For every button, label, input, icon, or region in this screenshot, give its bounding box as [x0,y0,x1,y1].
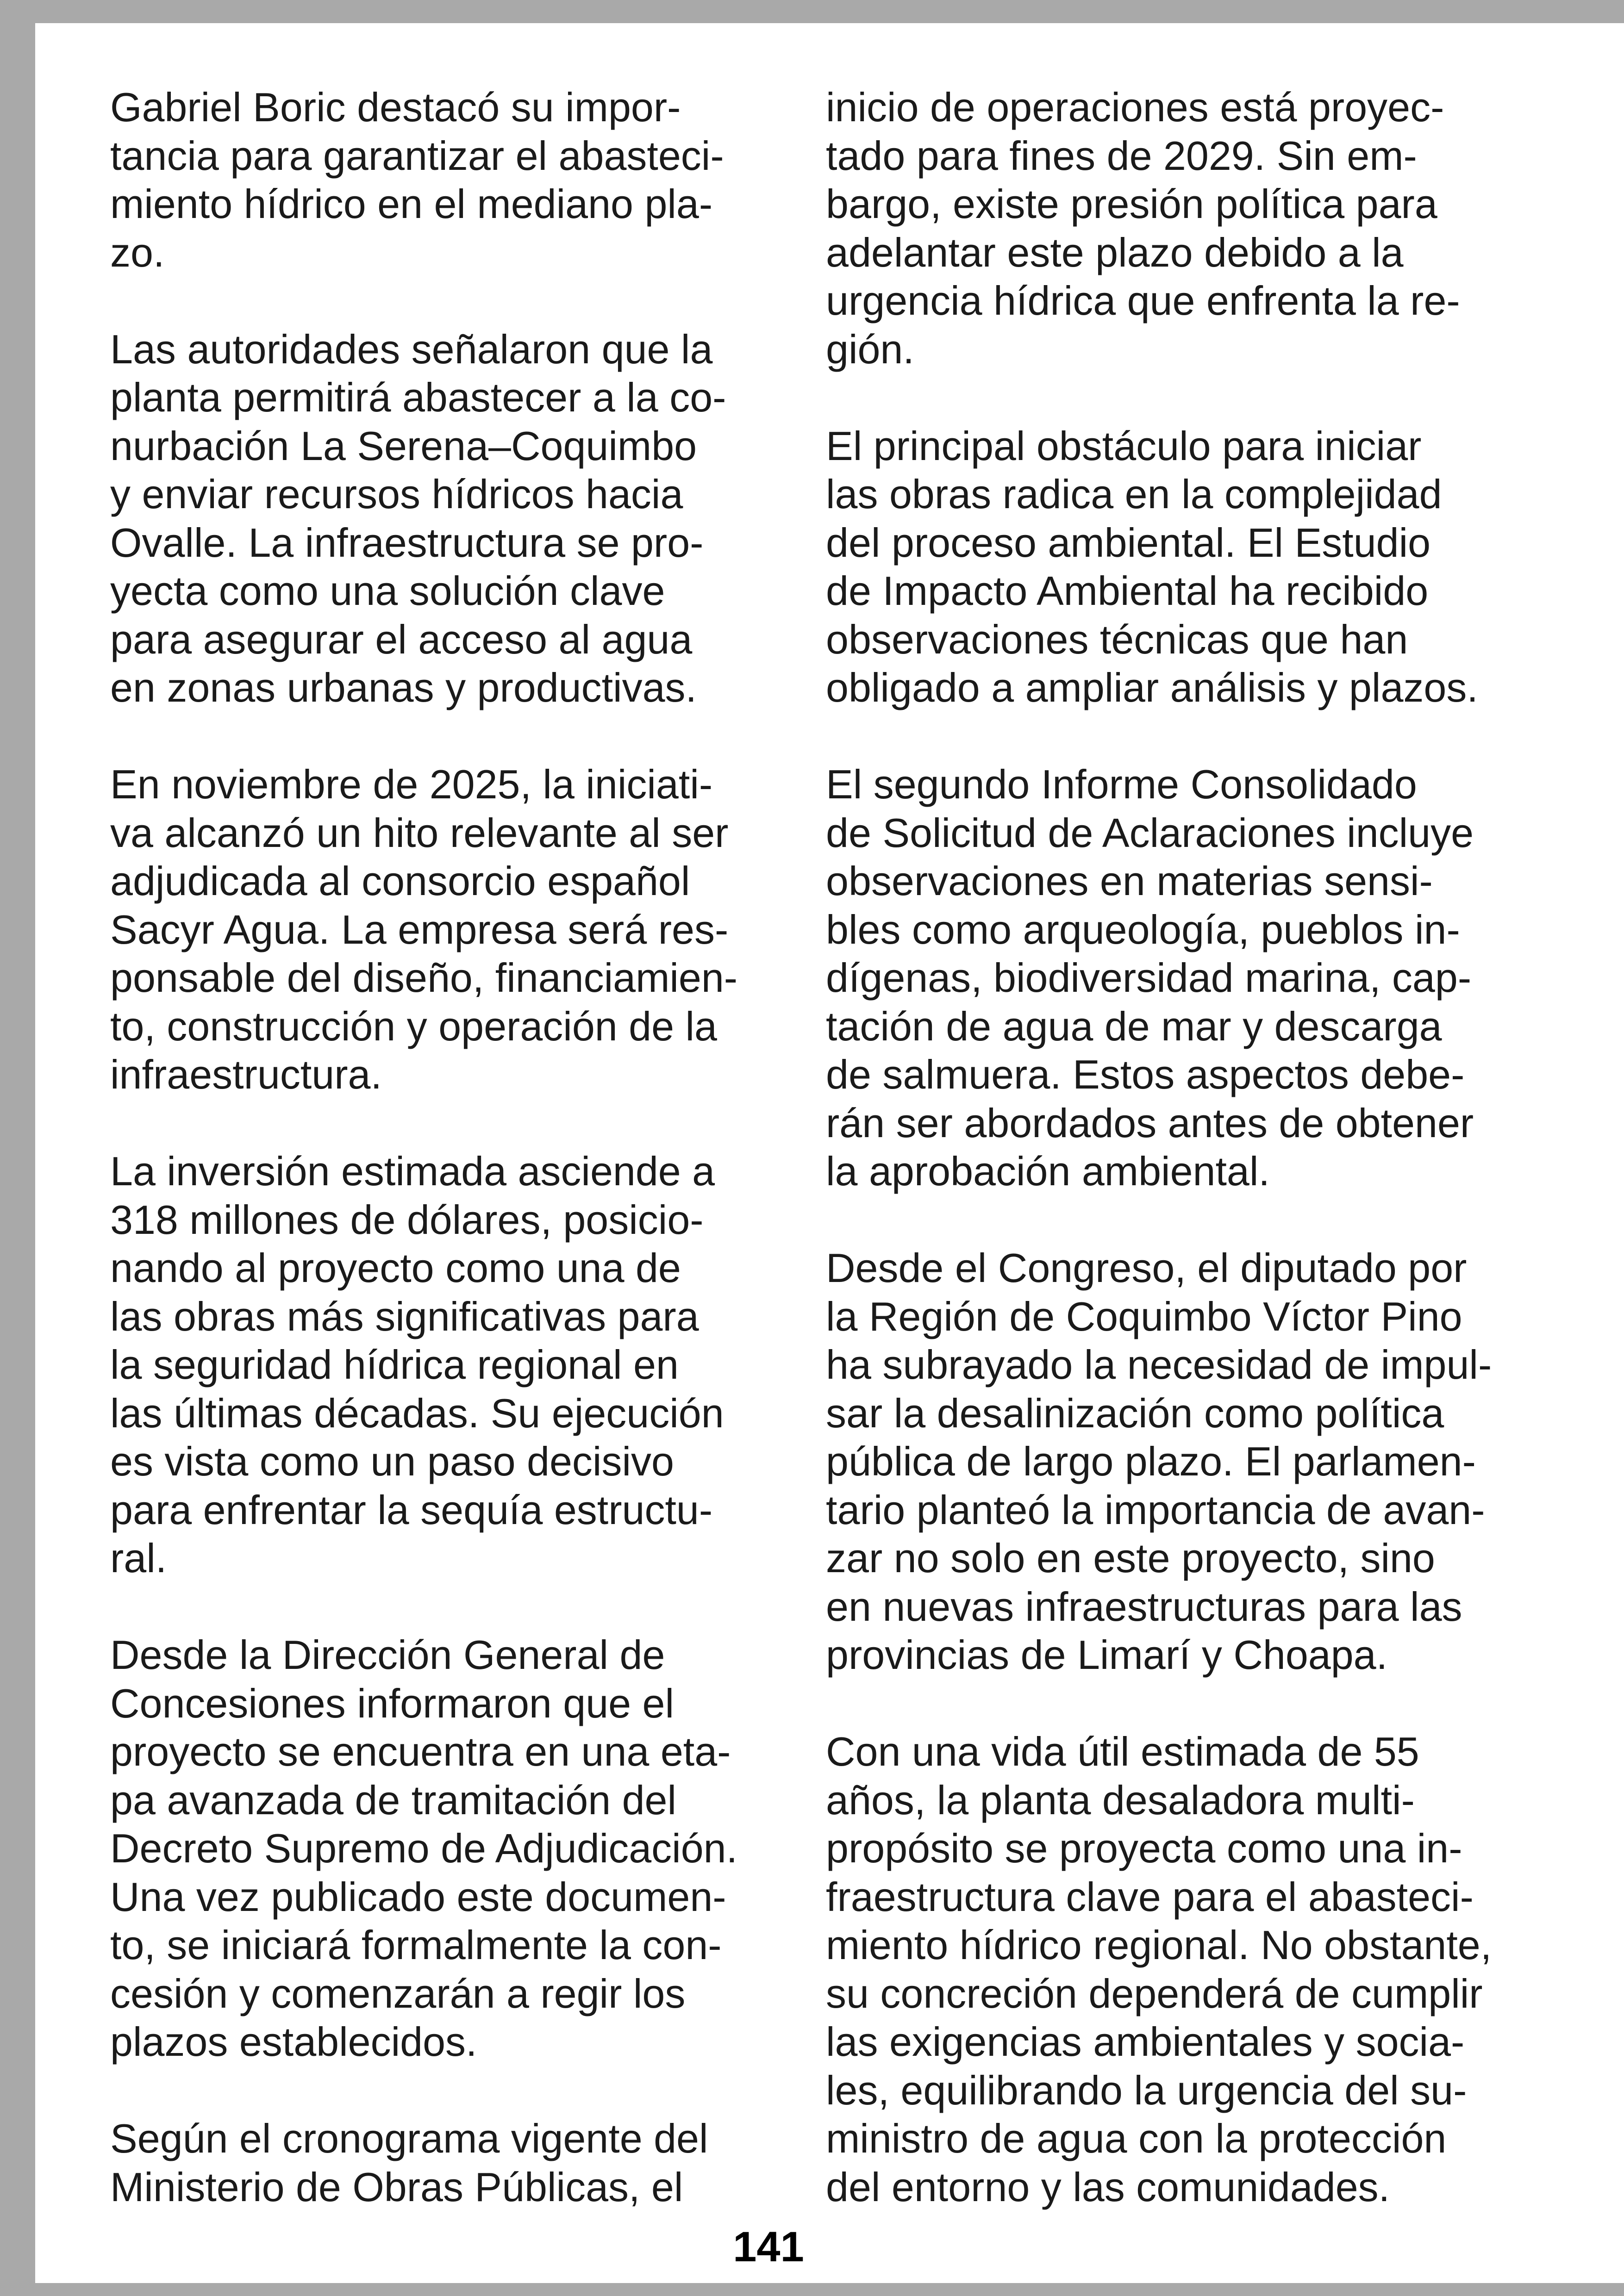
text-line: del entorno y las comunidades. [826,2164,1390,2210]
text-line: Desde el Congreso, el diputado por [826,1245,1467,1291]
text-line: Según el cronograma vigente del [110,2116,708,2161]
text-line: En noviembre de 2025, la iniciati- [110,761,713,807]
text-line: les, equilibrando la urgencia del su- [826,2067,1467,2113]
text-line: Concesiones informaron que el [110,1680,675,1726]
text-line: miento hídrico en el mediano pla- [110,181,713,227]
text-line: ministro de agua con la protección [826,2116,1447,2161]
left-column [110,83,805,2211]
text-line: las exigencias ambientales y socia- [826,2019,1465,2065]
text-line: sar la desalinización como política [826,1390,1444,1436]
text-line: Decreto Supremo de Adjudicación. [110,1825,738,1871]
paragraph-gap [110,1099,805,1148]
paragraph [110,1147,805,1583]
text-line: dígenas, biodiversidad marina, cap- [826,955,1472,1001]
paragraph-gap [826,373,1539,422]
text-line: urgencia hídrica que enfrenta la re- [826,278,1460,324]
text-line: La inversión estimada asciende a [110,1148,715,1194]
text-line: gión. [826,326,914,372]
text-line: nando al proyecto como una de [110,1245,681,1291]
text-line: las últimas décadas. Su ejecución [110,1390,724,1436]
text-line: fraestructura clave para el abasteci- [826,1873,1474,1920]
paragraph [110,325,805,712]
text-line: ral. [110,1535,167,1581]
paragraph [826,422,1539,712]
page-number-label: 141 [733,2223,804,2271]
text-line: to, construcción y operación de la [110,1003,717,1049]
text-line: Una vez publicado este documen- [110,1873,726,1920]
text-line: obligado a ampliar análisis y plazos. [826,665,1478,710]
text-line: pública de largo plazo. El parlamen- [826,1438,1476,1484]
text-line: va alcanzó un hito relevante al ser [110,809,729,856]
text-line: pa avanzada de tramitación del [110,1777,677,1823]
text-line: en nuevas infraestructuras para las [826,1583,1462,1630]
paragraph-gap [110,1583,805,1631]
text-line: Gabriel Boric destacó su impor- [110,84,681,130]
text-line: tancia para garantizar el abasteci- [110,132,724,179]
text-line: Desde la Dirección General de [110,1632,665,1678]
page-number [35,2224,1624,2270]
right-column [826,83,1539,2211]
text-line: provincias de Limarí y Choapa. [826,1632,1388,1678]
paragraph-gap [826,1196,1539,1244]
text-line: tación de agua de mar y descarga [826,1003,1442,1049]
text-line: cesión y comenzarán a regir los [110,1970,686,2016]
text-line: Las autoridades señalaron que la [110,326,713,372]
text-line: nurbación La Serena–Coquimbo [110,423,697,469]
text-line: tado para fines de 2029. Sin em- [826,132,1417,179]
text-line: Ministerio de Obras Públicas, el [110,2164,683,2210]
paragraph [110,83,805,277]
text-line: Con una vida útil estimada de 55 [826,1729,1419,1774]
text-line: la seguridad hídrica regional en [110,1342,679,1388]
paragraph [826,1244,1539,1680]
paragraph [110,2115,805,2211]
text-line: ponsable del diseño, financiamien- [110,955,738,1001]
text-line: to, se iniciará formalmente la con- [110,1922,722,1968]
paragraph-gap [110,277,805,325]
text-line: planta permitirá abastecer a la co- [110,374,726,420]
text-line: es vista como un paso decisivo [110,1438,674,1484]
paragraph [110,760,805,1099]
text-line: infraestructura. [110,1052,382,1097]
text-line: para enfrentar la sequía estructu- [110,1487,713,1533]
text-line: años, la planta desaladora multi- [826,1777,1415,1823]
text-line: propósito se proyecta como una in- [826,1825,1462,1871]
paragraph-gap [826,1680,1539,1728]
text-line: del proceso ambiental. El Estudio [826,519,1431,566]
text-line: 318 millones de dólares, posicio- [110,1196,704,1243]
paragraph [826,83,1539,373]
text-line: observaciones en materias sensi- [826,858,1433,904]
text-line: de Solicitud de Aclaraciones incluye [826,809,1474,856]
text-line: las obras radica en la complejidad [826,471,1442,517]
text-line: adjudicada al consorcio español [110,858,690,904]
page-sheet [35,23,1624,2283]
text-line: plazos establecidos. [110,2019,477,2065]
paragraph [110,1631,805,2066]
text-line: su concreción dependerá de cumplir [826,1970,1483,2016]
text-line: El principal obstáculo para iniciar [826,423,1422,469]
text-line: zar no solo en este proyecto, sino [826,1535,1435,1581]
text-line: en zonas urbanas y productivas. [110,665,697,710]
text-line: bargo, existe presión política para [826,181,1437,227]
paragraph-gap [826,712,1539,761]
paragraph-gap [110,712,805,761]
paragraph [826,1728,1539,2211]
text-line: miento hídrico regional. No obstante, [826,1922,1492,1968]
paragraph [826,760,1539,1196]
text-line: rán ser abordados antes de obtener [826,1100,1474,1146]
text-line: y enviar recursos hídricos hacia [110,471,683,517]
text-line: observaciones técnicas que han [826,616,1408,662]
text-line: tario planteó la importancia de avan- [826,1487,1485,1533]
paragraph-gap [110,2066,805,2115]
text-line: Ovalle. La infraestructura se pro- [110,519,704,566]
text-line: para asegurar el acceso al agua [110,616,693,662]
text-line: adelantar este plazo debido a la [826,229,1404,275]
text-line: proyecto se encuentra en una eta- [110,1729,731,1774]
text-line: las obras más significativas para [110,1293,699,1339]
text-line: de salmuera. Estos aspectos debe- [826,1052,1465,1097]
text-line: inicio de operaciones está proyec- [826,84,1444,130]
text-line: zo. [110,229,165,275]
text-line: bles como arqueología, pueblos in- [826,906,1460,952]
text-line: Sacyr Agua. La empresa será res- [110,906,729,952]
text-line: de Impacto Ambiental ha recibido [826,568,1429,614]
text-line: la aprobación ambiental. [826,1148,1270,1194]
text-line: ha subrayado la necesidad de impul- [826,1342,1492,1388]
text-line: El segundo Informe Consolidado [826,761,1417,807]
text-line: la Región de Coquimbo Víctor Pino [826,1293,1462,1339]
text-line: yecta como una solución clave [110,568,665,614]
